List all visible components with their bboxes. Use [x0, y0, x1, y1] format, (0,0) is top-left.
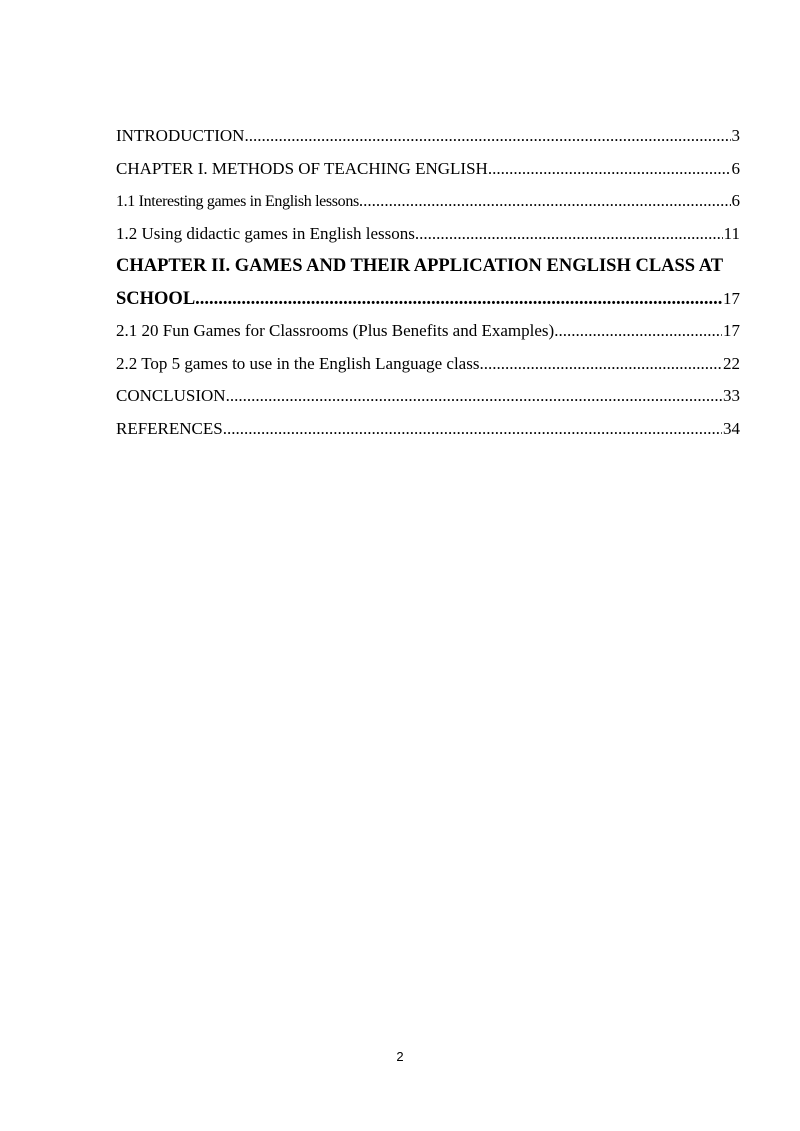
toc-entry-title: 1.2 Using didactic games in English lessons: [116, 223, 415, 243]
table-of-contents: [116, 120, 740, 445]
toc-dot-leader: [554, 315, 722, 348]
toc-entry-section-1-2[interactable]: [116, 218, 740, 251]
toc-entry-section-1-1[interactable]: [116, 185, 740, 218]
toc-entry-introduction[interactable]: [116, 120, 740, 153]
toc-entry-page: 3: [731, 126, 740, 145]
toc-entry-title: CONCLUSION: [116, 386, 226, 405]
toc-dot-leader: [223, 413, 722, 446]
toc-entry-page: 6: [731, 158, 740, 178]
toc-entry-page: 34: [723, 418, 740, 438]
toc-entry-title: 2.2 Top 5 games to use in the English Language class: [116, 353, 480, 373]
toc-entry-chapter-1[interactable]: [116, 153, 740, 186]
toc-entry-conclusion[interactable]: [116, 380, 740, 413]
toc-entry-chapter-2-line1[interactable]: [116, 250, 740, 283]
toc-entry-title: CHAPTER II. GAMES AND THEIR APPLICATION ENGLISH CLASS AT: [116, 256, 724, 276]
toc-dot-leader: [226, 380, 722, 413]
page-number: 2: [396, 1049, 404, 1064]
toc-entry-title: CHAPTER I. METHODS OF TEACHING ENGLISH: [116, 158, 488, 178]
toc-entry-title: 1.1 Interesting games in English lessons: [116, 193, 359, 210]
toc-entry-title: INTRODUCTION: [116, 126, 245, 145]
toc-dot-leader: [359, 185, 731, 218]
toc-entry-page: 6: [731, 191, 740, 210]
toc-entry-page: 17: [723, 288, 740, 308]
toc-dot-leader: [244, 120, 730, 153]
toc-entry-references[interactable]: [116, 413, 740, 446]
toc-entry-page: 17: [723, 321, 740, 340]
toc-entry-section-2-2[interactable]: [116, 348, 740, 381]
toc-entry-section-2-1[interactable]: [116, 315, 740, 348]
toc-entry-page: 33: [723, 386, 740, 405]
toc-entry-chapter-2-line2[interactable]: [116, 283, 740, 316]
toc-dot-leader: [479, 348, 722, 381]
toc-entry-title: SCHOOL: [116, 288, 196, 309]
toc-entry-page: 22: [723, 353, 740, 373]
toc-entry-title: REFERENCES: [116, 418, 223, 438]
toc-dot-leader: [415, 218, 723, 251]
toc-entry-page: 11: [723, 223, 740, 243]
toc-entry-title: 2.1 20 Fun Games for Classrooms (Plus Benefits and Examples): [116, 321, 555, 340]
toc-dot-leader: [195, 283, 722, 316]
toc-dot-leader: [488, 153, 731, 186]
